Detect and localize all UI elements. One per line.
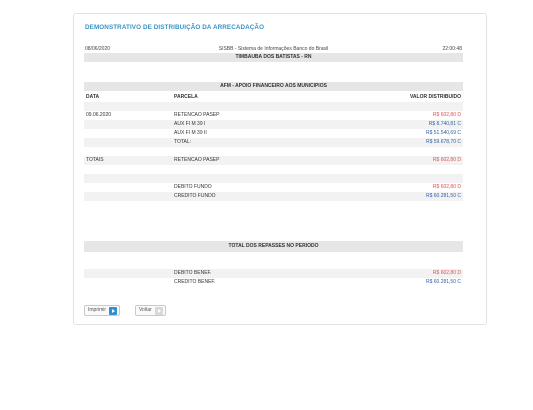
table-row — [84, 120, 463, 129]
repasses-table — [84, 260, 463, 287]
distribution-table — [84, 93, 463, 201]
report-header-line — [84, 45, 463, 53]
row-parcela: RETENCAO PASEP — [174, 112, 220, 118]
repasses-title-band: TOTAL DOS REPASSES NO PERIODO — [84, 241, 463, 252]
totals-label: TOTAIS — [84, 156, 172, 165]
spacer-row — [84, 260, 463, 269]
spacer-row — [84, 102, 463, 111]
report-date: 08/06/2020 — [85, 46, 111, 52]
row-date — [84, 129, 172, 138]
arrow-right-icon — [109, 307, 117, 315]
col-header-data: DATA — [86, 94, 100, 100]
table-row — [84, 278, 463, 287]
row-parcela: DEBITO BENEF. — [172, 269, 356, 278]
fund-title-band: AFM - APOIO FINANCEIRO AOS MUNICIPIOS — [84, 82, 463, 91]
table-row — [84, 129, 463, 138]
row-parcela: TOTAL: — [172, 138, 356, 147]
row-parcela: CREDITO BENEF. — [174, 279, 216, 285]
table-row — [84, 111, 463, 120]
row-valor: R$ 602,80 D — [432, 184, 461, 190]
table-row — [84, 183, 463, 192]
row-valor: R$ 8.740,81 C — [356, 120, 463, 129]
spacer-row — [84, 165, 463, 174]
row-valor: R$ 51.540,69 C — [425, 130, 461, 136]
row-date — [84, 120, 172, 129]
row-valor: R$ 59.678,70 C — [356, 138, 463, 147]
report-title: DEMONSTRATIVO DE DISTRIBUIÇÃO DA ARRECADAÇÃO — [85, 24, 265, 31]
col-header-valor: VALOR DISTRIBUIDO — [409, 94, 461, 100]
municipality-band: TIMBAUBA DOS BATISTAS - RN — [84, 53, 463, 62]
row-parcela: DEBITO FUNDO — [174, 184, 212, 190]
row-parcela: AUX FI M 39 I — [172, 120, 356, 129]
row-date: 09.06.2020 — [86, 112, 112, 118]
col-header-parcela: PARCELA — [174, 94, 198, 100]
back-button[interactable] — [135, 305, 166, 316]
arrow-right-icon — [155, 307, 163, 315]
print-button[interactable] — [84, 305, 120, 316]
row-valor: R$ 602,80 D — [356, 156, 463, 165]
print-button-label: Imprimir — [88, 307, 107, 313]
table-row — [84, 269, 463, 278]
spacer-row — [84, 174, 463, 183]
report-time: 22:00:48 — [442, 46, 462, 52]
row-parcela: AUX FI M 39 II — [174, 130, 207, 136]
back-button-label: Voltar — [139, 307, 152, 313]
row-date — [84, 138, 172, 147]
row-valor: R$ 60.281,50 C — [425, 279, 461, 285]
table-header-row — [84, 93, 463, 102]
report-card — [73, 13, 487, 325]
row-valor: R$ 602,80 D — [432, 112, 461, 118]
row-parcela: RETENCAO PASEP — [172, 156, 356, 165]
row-valor: R$ 60.281,50 C — [356, 192, 463, 201]
row-parcela: CREDITO FUNDO — [172, 192, 356, 201]
row-valor: R$ 602,80 D — [356, 269, 463, 278]
table-row — [84, 156, 463, 165]
table-row — [84, 138, 463, 147]
spacer-row — [84, 147, 463, 156]
table-row — [84, 192, 463, 201]
report-system: SISBB - Sistema de Informações Banco do Brasil — [218, 46, 329, 52]
